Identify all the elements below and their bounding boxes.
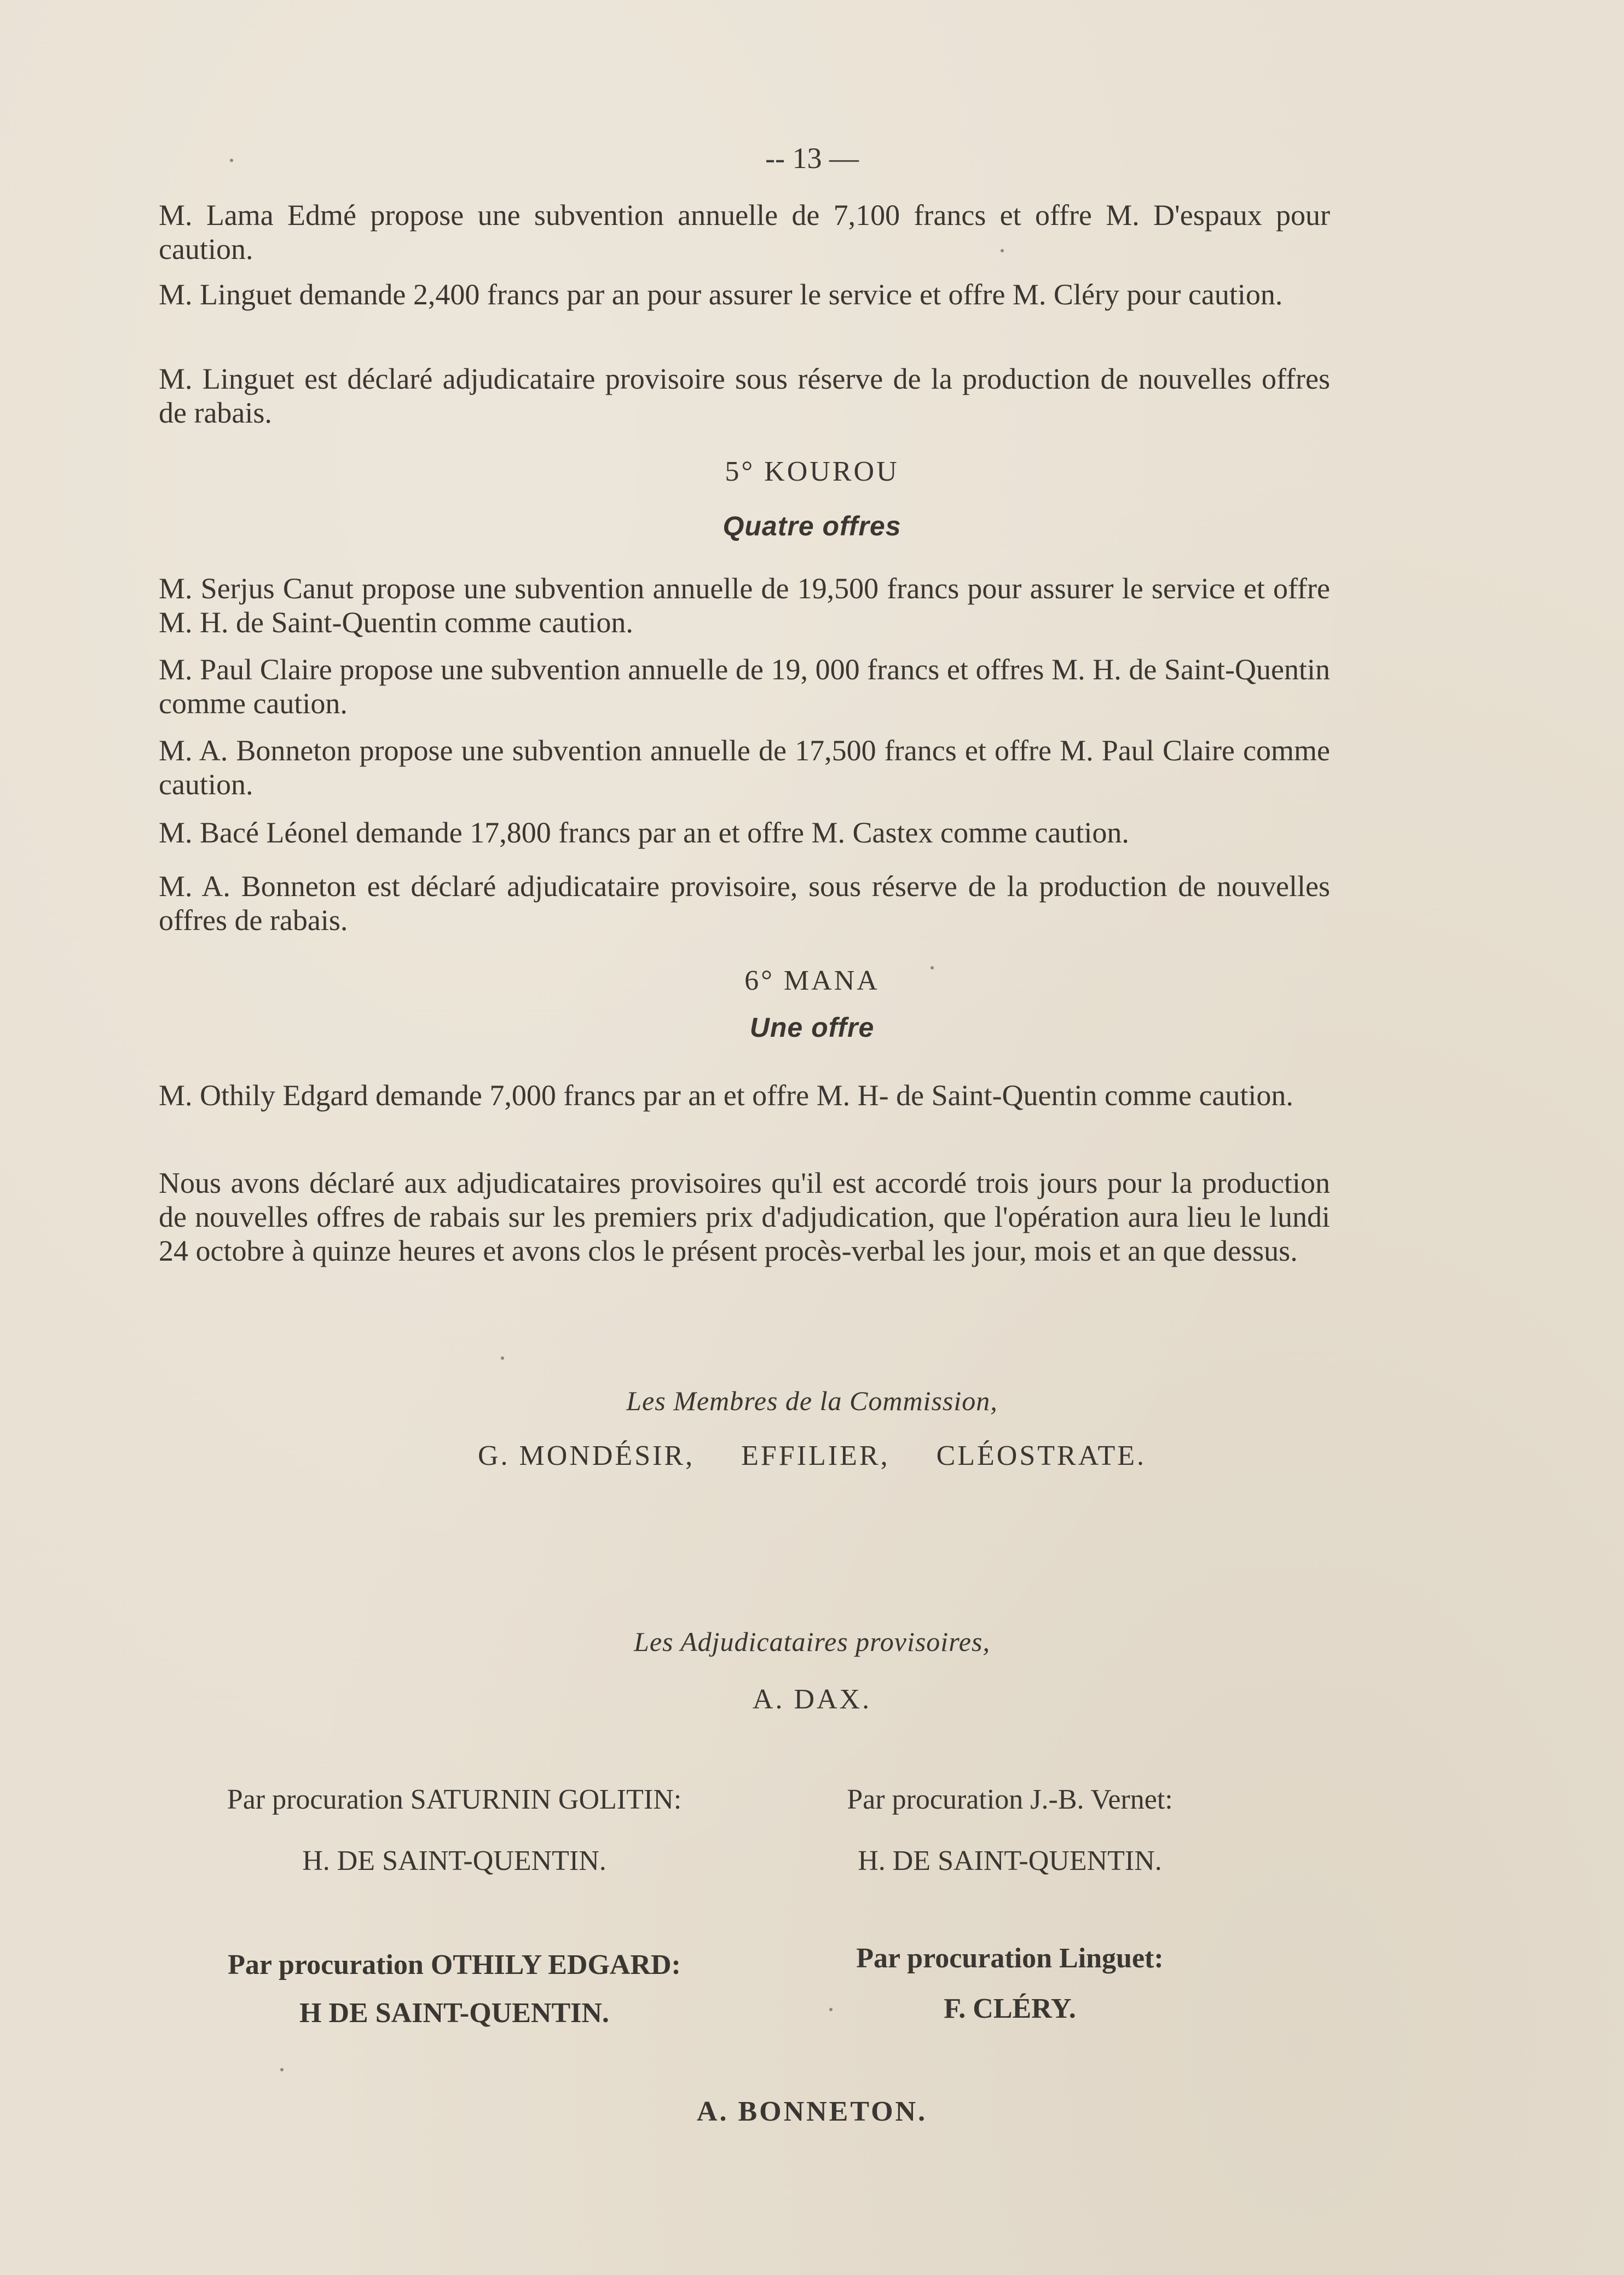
proxy-label-vernet: Par procuration J.-B. Vernet:	[847, 1784, 1173, 1815]
adjudicataire-name: A. DAX.	[752, 1684, 872, 1715]
paragraph-paul-claire: M. Paul Claire propose une subvention annuelle de 19, 000 francs et offres M. H. de Saint-Quentin comme caution.	[159, 653, 1330, 720]
paper-speck	[1001, 249, 1004, 252]
paragraph-othily-edgard: M. Othily Edgard demande 7,000 francs par an et offre M. H- de Saint-Quentin comme caution.	[159, 1079, 1293, 1112]
final-signature: A. BONNETON.	[696, 2096, 928, 2127]
section-subheading-quatre-offres: Quatre offres	[723, 511, 901, 541]
paragraph-linguet-demande: M. Linguet demande 2,400 francs par an pour assurer le service et offre M. Cléry pour caution.	[159, 278, 1283, 311]
paper-speck	[501, 1356, 504, 1360]
section-heading-kourou: 5° KOUROU	[725, 456, 899, 487]
paper-speck	[280, 2068, 284, 2071]
paper-speck	[230, 159, 233, 162]
page-number: -- 13 —	[765, 142, 859, 175]
proxy-signer-othily: H DE SAINT-QUENTIN.	[299, 1997, 609, 2029]
proxy-signer-linguet: F. CLÉRY.	[944, 1993, 1076, 2024]
paper-speck	[931, 966, 934, 969]
paper-speck	[829, 2008, 833, 2011]
proxy-label-othily: Par procuration OTHILY EDGARD:	[228, 1949, 681, 1980]
paragraph-lama-edme: M. Lama Edmé propose une subvention annuelle de 7,100 francs et offre M. D'espaux pour caution.	[159, 199, 1330, 265]
commission-member-names: G. MONDÉSIR, EFFILIER, CLÉOSTRATE.	[477, 1440, 1147, 1471]
paragraph-linguet-declare: M. Linguet est déclaré adjudicataire provisoire sous réserve de la production de nouvelles offres de rabais.	[159, 362, 1330, 429]
proxy-signer-golitin: H. DE SAINT-QUENTIN.	[302, 1845, 606, 1876]
paragraph-bonneton-propose: M. A. Bonneton propose une subvention annuelle de 17,500 francs et offre M. Paul Claire comme caution.	[159, 734, 1330, 801]
proxy-label-linguet: Par procuration Linguet:	[856, 1943, 1164, 1974]
adjudicataires-caption: Les Adjudicataires provisoires,	[634, 1626, 990, 1657]
section-subheading-une-offre: Une offre	[749, 1012, 875, 1043]
proxy-signer-vernet: H. DE SAINT-QUENTIN.	[858, 1845, 1162, 1876]
paragraph-bonneton-declare: M. A. Bonneton est déclaré adjudicataire provisoire, sous réserve de la production de nouvelles offres de rabais.	[159, 870, 1330, 937]
commission-caption: Les Membres de la Commission,	[626, 1385, 998, 1416]
paragraph-serjus-canut: M. Serjus Canut propose une subvention annuelle de 19,500 francs pour assurer le service et offre M. H. de Saint-Quentin comme caution.	[159, 572, 1330, 639]
paragraph-closing-statement: Nous avons déclaré aux adjudicataires provisoires qu'il est accordé trois jours pour la production de nouvelles offres de rabais sur les premiers prix d'adjudication, que l'opération aura lieu le lundi 24 octobre à quinze heures et avons clos le présent procès-verbal les jour, mois et an que dessus.	[159, 1167, 1330, 1267]
paragraph-bace-leonel: M. Bacé Léonel demande 17,800 francs par an et offre M. Castex comme caution.	[159, 816, 1129, 849]
proxy-label-golitin: Par procuration SATURNIN GOLITIN:	[227, 1784, 682, 1815]
section-heading-mana: 6° MANA	[744, 965, 880, 996]
